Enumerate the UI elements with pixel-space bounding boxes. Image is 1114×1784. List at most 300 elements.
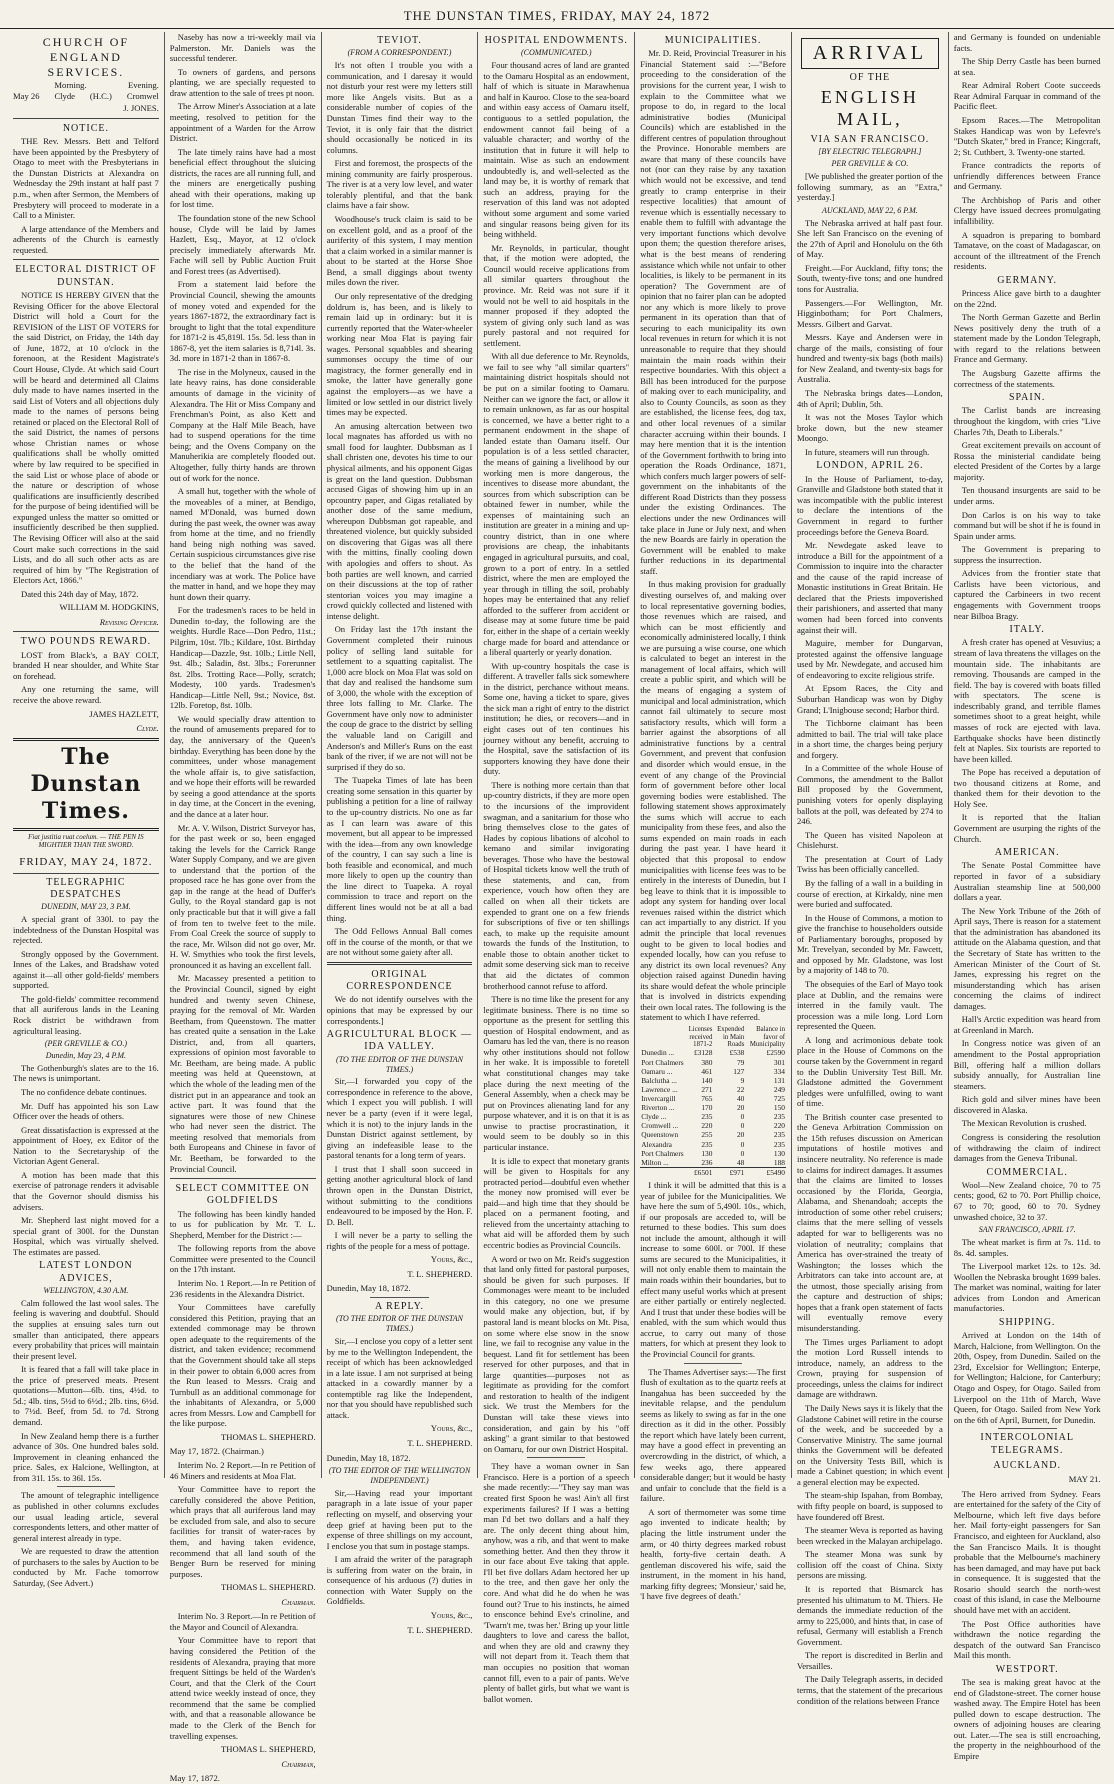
table-cell: 20 xyxy=(736,1103,745,1113)
mail-item: Rich gold and silver mines have been discovered in Alaska. xyxy=(953,1094,1101,1115)
via-line: VIA SAN FRANCISCO. xyxy=(810,134,930,146)
table-cell: Clyde ... xyxy=(641,1112,667,1122)
municipal-paragraph: In thus making provision for gradually divesting ourselves of, and making over to local representative governing bodies, those revenues which are raised, and which can be most efficiently and economically administered locally, I think we are pursuing a wise course, one which is calculated to beget an interest in the management of local affairs, which will create a public spirit, and which will be the means of engaging a system of municipal and local administration, which cannot fail ultimately to secure most satisfactory results, which will form a barrier against the absorptions of all administrative functions by a central Government, and prevent that confusion and disorder which would ensue, in the event of any change of the Provincial form of government before other local governing bodies were established. The following statement shows approximately the sums which will accrue to each municipality from these fees, and also the sums expended on main roads in each during the past year. I have heard it objected that this proposal to endow municipalities with license fees was to be entirely in the interests of Dunedin, but I beg leave to think that it is impossible to adopt any system for handing over local revenues raised within the district which can act impartially to any district. If you admit the principle that local revenues ought to be given to local bodies and expended locally, how can you refuse to any district its own local revenues? Any objection raised against Dunedin having its share would defeat the whole principle that is involved in districts expending their own local rates. The following is the statement to which I have referred. xyxy=(640,579,786,1023)
table-cell xyxy=(640,1167,685,1177)
table-cell: Queenstown xyxy=(641,1130,679,1140)
letter-paragraph: I trust that I shall soon succeed in getting another agricultural block of land thrown open in the Dunstan District, without submitting to the conditions endeavoured to be imposed by the Hon. F. D. Bell. xyxy=(326,1163,473,1227)
divider xyxy=(327,962,473,965)
letter-paragraph: I will never be a party to selling the rights of the people for a mess of pottage. xyxy=(326,1230,473,1251)
letter-paragraph: Sir,—I forwarded you copy of the correspondence in reference to the above, which I expect you will publish. I will never be a party (even if it were legal, which it is not) to the injury lands in the Dunstan District against settlement, by giving an indefeasible lease to the pastoral tenants for a long term of years. xyxy=(326,1076,473,1161)
letter-paragraph: Sir,—I enclose you copy of a letter sent by me to the Wellington Independent, the receipt of which has been acknowledged in a late issue. I am not surprised at being attacked in a cowardly manner by a contemptible rag like the Independent, nor that you should have republished such attack. xyxy=(326,1335,473,1420)
municipal-paragraph: I think it will be admitted that this is a year of jubilee for the Municipalities. We have here the sum of 5,490l. 10s., which, if our proposals are acceded to, will be returned to these bodies. This sum does not include the amount, although it will increase to some 600l. or 700l. If these sums are secured to the Municipalities, it will not only enable them to maintain the main roads within their boundaries, but to effect many useful works which at present are either partially or entirely neglected. And I trust that under these bodies will be enabled, with the sum which would thus accrue, to carry out many of those matters, for which at present they look to the Provincial Council for grants. xyxy=(640,1179,786,1359)
mail-item: Maguire, member for Dungarvan, protested against the offensive language used by Mr. Newdegate, and accused him of endeavoring to excite religious strife. xyxy=(796,638,943,680)
london-dateline: WELLINGTON, 4.30 A.M. xyxy=(43,1285,129,1295)
masthead-title: THE DUNSTAN TIMES, FRIDAY, MAY 24, 1872 xyxy=(403,8,711,23)
reward-paragraph: Any one returning the same, will receive the above reward. xyxy=(13,684,159,705)
divider xyxy=(13,259,159,260)
london-dateline: LONDON, APRIL 26. xyxy=(816,460,924,472)
table-cell: 9 xyxy=(740,1075,745,1085)
table-cell: Balclutha ... xyxy=(641,1075,677,1085)
columns xyxy=(8,32,1106,1784)
letter-closing: Yours, &c., xyxy=(430,1610,473,1621)
mail-item: In Congress notice was given of an amendment to the Postal appropriation Bill, offering half a million dollars subsidy annually, for Australian line steamers. xyxy=(953,1038,1101,1091)
table-cell: 271 xyxy=(701,1084,713,1094)
table-row xyxy=(640,1103,786,1112)
telegraph-note: [BY ELECTRIC TELEGRAPH.] xyxy=(818,147,922,157)
teviot-paragraph: Woodhouse's truck claim is said to be on excellent gold, and as a proof of the auriferity of this system, I may mention that a claim worked in a similar manner is about to be started at the Horse Shoe Bend, a small diggings about twenty miles down the river. xyxy=(326,214,473,288)
svc-date: May 26 xyxy=(13,90,40,101)
electoral-title: ELECTORAL DISTRICT OF DUNSTAN. xyxy=(15,264,157,288)
table-cell: £5490 xyxy=(745,1167,786,1177)
misc-paragraph: The Thames Advertiser says:—The first flush of exultation as to the quartz reefs at Inangahua has been succeeded by the inevitable relapse, and the pendulum seems as likely to swing as far in the one direction as it did in the other. Possibly the report which have lately been current, may have a good effect in preventing an overcrowding in the district, of which, a few weeks ago, there appeared considerable danger; but it would be hasty and unfair to conclude that the field is a failure. xyxy=(640,1366,786,1504)
mail-item: Mr. Newdegate asked leave to introduce a Bill for the appointment of a Commission to inquire into the character and the cause of the rapid increase of Monastic institutions in Great Britain. He declared that the Priests impoverished their parishioners, and asserted that many women had been forced into convents against their will. xyxy=(796,540,943,635)
local-news-item: Mr. Macassey presented a petition to the Provincial Council, signed by eight hundred and twenty seven Chinese, praying for the removal of Mr. Warden Beetham, from Queenstown. The matter has created quite a sensation in the Lake District, and, from all quarters, expressions of opinion most favorable to Mr. Beetham, are being made. A public meeting was held at Queenstown, at which the whole of the leading men of the district put in an appearance and took an active part. It was found that the signatures were those of new Chinese who had never seen the district. The meeting resolved that memorials from both Europeans and Chinese in favor of Mr. Beetham, be forwarded to the Provincial Council. xyxy=(169,973,316,1174)
letter-paragraph: Sir,—Having read your important paragraph in a late issue of your paper reflecting on myself, and observing your deep grief at having been put to the expense of three shillings on my account, I enclose you that sum in postage stamps. xyxy=(326,1487,473,1551)
teviot-paragraph: The Tuapeka Times of late has been creating some sensation in this quarter by publishing a petition for a line of railway to the up-country districts. No one as far as I can learn was aware of this movement, but all appear to be impressed with the idea—from any own knowledge of the country, I can say such a line is both feasible and economical, and much more likely to open up the country than the line direct to Tuapeka. A royal commission to trace and report on the different lines would not be at all a bad thing. xyxy=(326,775,473,923)
table-cell: 380 xyxy=(701,1057,713,1067)
table-row xyxy=(640,1094,786,1103)
goldfields-signature: THOMAS L. SHEPHERD, xyxy=(221,1744,316,1755)
teviot-title: TEVIOT. xyxy=(377,35,422,46)
notice-title: NOTICE. xyxy=(62,122,109,134)
table-cell: £538 xyxy=(729,1048,745,1058)
table-row xyxy=(640,1121,786,1130)
mail-item: Wool—New Zealand choice, 70 to 75 cents; good, 62 to 70. Port Phillip choice, 67 to 70; good, 60 to 70. Sydney unwashed choice, 32 to 37. xyxy=(953,1179,1101,1222)
letter-paragraph: I am afraid the writer of the paragraph is suffering from water on the brain, in consequence of his arduous (?) duties in connection with Water Supply on the Goldfields. xyxy=(326,1554,473,1607)
arrival-heading: ARRIVAL xyxy=(801,38,939,69)
hospital-paragraph: Mr. Reynolds, in particular, thought that, if the motion were adopted, the Council would receive applications from all similar quarters throughout the province. Mr. Reid was not sure if it would not be well to aid hospitals in the manner proposed if they adopted the system of giving only such land as was purely pastoral and not required for settlement. xyxy=(483,242,630,348)
mail-item: The Liverpool market 12s. to 12s. 3d. Woollen the Nebraska brought 1699 bales. The market was nominal, waiting for later advices from London and American manufactories. xyxy=(953,1261,1101,1314)
paper-nameplate: The Dunstan Times. xyxy=(13,738,159,831)
mail-item: Freight.—For Auckland, fifty tons; the South, twenty-five tons; and one hundred tons for Australia. xyxy=(796,262,943,294)
letter-signature: T. L. SHEPHERD. xyxy=(407,1268,473,1279)
table-row xyxy=(640,1085,786,1094)
mail-item: The Queen has visited Napoleon at Chislehurst. xyxy=(796,829,943,851)
svc-place-1: Clyde xyxy=(54,90,75,101)
goldfields-paragraph: Interim No. 2 Report.—In re Petition of 46 Miners and residents at Moa Flat. xyxy=(169,1460,316,1481)
column-5 xyxy=(635,32,792,1602)
mail-item: Princess Alice gave birth to a daughter on the 22nd. xyxy=(953,288,1101,309)
table-row xyxy=(640,1130,786,1139)
mail-item: The Ship Derry Castle has been burned at sea. xyxy=(953,56,1101,77)
american-title: AMERICAN. xyxy=(994,847,1060,859)
mail-item: The Times urges Parliament to adopt the motion Lord Russell intends to introduce, namely, an address to the Crown, praying for suspension of proceedings, unless the claims for indirect damage are withdrawn. xyxy=(796,1336,943,1400)
italy-title: ITALY. xyxy=(1009,624,1045,636)
goldfields-signature: THOMAS L. SHEPHERD. xyxy=(221,1582,316,1593)
mail-item: The Mexican Revolution is crushed. xyxy=(961,1118,1087,1129)
local-news-item: We would specially draw attention to the round of amusements prepared for to day, the anniversary of the Queen's birthday. Everything has been done by the committees, under whose management the whole affair is, to give satisfaction, and we hope their efforts will be rewarded by seeing a good attendance at the sports in day time, at the Concert in the evening, and the dance at a later hour. xyxy=(169,713,316,819)
divider xyxy=(13,118,159,119)
local-news-item: The foundation stone of the new School house, Clyde will be laid by James Hazlett, Esq., Mayor, at 12 o'clock precisely immediately afterwards Mr. Fache will sell by Public Auction Fruit and Forest trees (as Advertised). xyxy=(169,213,316,276)
mail-item: The obsequies of the Earl of Mayo took place at Dublin, and the remains were interred in the family vault. The procession was a mile long. Lord Lorn represented the Queen. xyxy=(796,979,943,1032)
mail-item: The North German Gazette and Berlin News positively deny the truth of a statement made by the London Telegraph, with regard to the relations between France and Germany. xyxy=(953,312,1101,365)
mail-item: Advices from the frontier state that Carlists have been victorious, and captured the Carbineers in two recent engagements with Government troops near Bilboa Bragy. xyxy=(953,568,1101,621)
column-3 xyxy=(322,32,479,1635)
electoral-notice: NOTICE IS HEREBY GIVEN that the Revising Officer for the above Electoral District will hold a Court for the REVISION of the LIST OF VOTERS for the said District, on Friday, the 14th day of June, 1872, at 10 o'clock in the forenoon, at the Resident Magistrate's Court House, Clyde. At which said Court will be heard and determined all Claims duly made to have names inserted in the said List of Voters and all objections duly made to the names of persons being retained or placed on the Electoral Roll of the said District, the names of persons whose Christian names or whose qualifications shall be wholly omitted where by law required to be specified in the said List or whose place of abode or the nature or description of whose qualifications are insufficiently described for the purpose of being identified will be expunged unless the matter so omitted or insufficiently described be then supplied. The Revising Officer will also at the said Court make such corrections in the said Lists, and do all such other acts as are required of him by "The Registration of Electors Act, 1866." xyxy=(13,290,159,586)
mail-item: A squadron is preparing to bombard Tamatave, on the coast of Madagascar, on account of the illtreatment of the French residents. xyxy=(953,229,1101,272)
reply-subtitle: (TO THE EDITOR OF THE DUNSTAN TIMES.) xyxy=(336,1314,463,1334)
wellington-subtitle: (TO THE EDITOR OF THE WELLINGTON INDEPENDENT.) xyxy=(328,1466,471,1485)
teviot-paragraph: It's not often I trouble you with a communication, and I daresay it would not disturb your rest were my letters still more like Angels visits. But as a considerable number of copies of the Dunstan Times find their way to the Teviot, it is only fair that the district should occasionally be noticed in its columns. xyxy=(326,60,473,155)
table-cell: Riverton ... xyxy=(641,1103,675,1113)
notice-paragraph: A large attendance of the Members and adherents of the Church is earnestly requested. xyxy=(13,223,159,255)
shipping-title: SHIPPING. xyxy=(998,1316,1056,1328)
local-news-item: For the tradesmen's races to be held in Dunedin to-day, the following are the weights. Hurdle Race—Don Pedro, 11st.; Pilgrim, 10st. 7lb.; Kildare, 10st. Birthday Handicap—Dazzle, 9st. 10lb.; Little Nell, 9st. 4lb.; Saladin, 8st. 3lbs.; Forerunner 8st. 2lbs. Trotting Race—Polly, scratch; Modesty, 100 yards. Tradesmen's Handicap—Little Nell, 9st.; Novice, 8st. 12lb. Foretop, 8st. 10lb. xyxy=(169,605,316,711)
misc-paragraph: A sort of thermometer was some time ago invented to indicate health; by placing the little instrument under the arm, or 40 thirty degrees marked robust health, forty-five certain death. A gentleman discovered his wife, said the instrument, in the moment in his hand, marking fifty degrees; 'Monsieur,' said he, 'I have five degrees of death.' xyxy=(640,1506,786,1602)
local-news-item: Naseby has now a tri-weekly mail via Palmerston. Mr. Daniels was the successful tenderer. xyxy=(169,32,316,64)
telegraph-credit: (PER GREVILLE & CO.) xyxy=(44,1039,127,1049)
table-cell: 20 xyxy=(736,1130,745,1140)
london-item: Calm followed the last wool sales. The feeling is wavering and doubtful. Should the supplies at ensuing sales turn out smaller than anticipated, there appears every probability that prices will maintain their present level. xyxy=(13,1297,159,1361)
telegraph-item: The no confidence debate continues. xyxy=(21,1086,147,1097)
hospital-paragraph: With up-country hospitals the case is different. A traveller falls sick somewhere in the district, perchance without means. Some one, having a ticket to spare, gives the sick man a right of entry to the district institution; he dies, or recovers—and in eight cases out of ten continues his journey without any benefit, accruing to the Hospital, save the satisfaction of its supporters knowing they have done their duty. xyxy=(483,660,630,777)
mail-intro: [We published the greater portion of the following summary, as an "Extra," yesterday.] xyxy=(796,171,943,203)
reward-paragraph: LOST from Black's, a BAY COLT, branded H near shoulder, and White Star on forehead. xyxy=(13,649,159,681)
evening-label: Evening. xyxy=(127,80,159,91)
mail-item: The Pope has received a deputation of two thousand citizens at Rome, and thanked them for their devotion to the Holy See. xyxy=(953,767,1101,809)
hospital-subtitle: (COMMUNICATED.) xyxy=(520,48,592,58)
table-cell: 48 xyxy=(736,1157,745,1167)
municipalities-title: MUNICIPALITIES. xyxy=(664,35,762,46)
mail-item: The steamer Weva is reported as having been wrecked in the Malayan archipelago. xyxy=(796,1525,943,1546)
local-news-item: From a statement laid before the Provincial Council, shewing the amounts of money voted and expended for the years 1867-1872, the extraordinary fact is brought to light that the total expenditure for 1871-2 is 45,819l. 15s. 5d. less than in 1867-8, yet the item salaries is 8,714l. 3s. 3d. more in 1871-2 than in 1867-8. xyxy=(169,279,316,364)
letter-date: Dunedin, May 18, 1872. xyxy=(326,1452,411,1463)
mail-item: In the House of Parliament, to-day, Granville and Gladstone both stated that it was incompatible with the public interest to declare the intentions of the Government in regard to further proceedings before the Geneva Board. xyxy=(796,473,943,537)
table-cell: 235 xyxy=(773,1130,785,1140)
hospital-paragraph: There is no time like the present for any legitimate business. There is no time so opportune as the present for settling this question of Hospital endowment, and as Oamaru has led the van, there is no reason why other institutions should not follow in her wake. It is impossible to foretell what constitutional changes may take place during the next meeting of the General Assembly, when a check may be put on Provinces alienating land for any purpose whatever, and it is on that it is as unwise to practise procrastination, it would seem to be doubly so in this particular instance. xyxy=(483,994,630,1152)
electoral-role: Revising Officer. xyxy=(99,616,159,627)
table-cell: 79 xyxy=(736,1057,745,1067)
goldfields-paragraph: Interim No. 1 Report.—In re Petition of 236 residents in the Alexandra District. xyxy=(169,1278,316,1299)
mail-item: It was not the Moses Taylor which broke down, but the new steamer Moongo. xyxy=(796,412,943,444)
column-1 xyxy=(8,32,165,1588)
mail-item: Passengers.—For Wellington, Mr. Higginbotham; for Port Chalmers, Messrs. Gilbert and Garvat. xyxy=(796,297,943,329)
table-row xyxy=(640,1048,786,1057)
masthead xyxy=(0,6,1114,29)
table-cell: 334 xyxy=(773,1066,785,1076)
table-header-cell: Licenses received 1871-2 xyxy=(688,1026,713,1048)
agri-block-title: AGRICULTURAL BLOCK — IDA VALLEY. xyxy=(326,1029,473,1053)
paper-motto: Fiat justitia ruat coelum. — THE PEN IS MIGHTIER THAN THE SWORD. xyxy=(28,832,144,850)
table-body xyxy=(640,1048,786,1167)
reply-title: A REPLY. xyxy=(374,1301,425,1313)
table-cell: Port Chalmers xyxy=(641,1057,684,1067)
electoral-date: Dated this 24th day of May, 1872. xyxy=(21,588,139,599)
table-cell: 130 xyxy=(701,1148,713,1158)
telegram-item: The Hero arrived from Sydney. Fears are entertained for the safety of the City of Melbourne, which left five days before her. Mail forty-eight passengers for San Francisco, and eighteen for Auckland, also the San Francisco Mails. It is thought probable that the Melbourne's machinery has been damaged, and may have put back in consequence. It is suggested that the Rosario should search the north-west coast of this island, in case the Melbourne should have met with an accident. xyxy=(953,1488,1101,1615)
table-header-row xyxy=(640,1026,786,1048)
svc-note: (H.C.) xyxy=(89,90,112,101)
municipal-paragraph: Mr. D. Reid, Provincial Treasurer in his Financial Statement said :—"Before proceeding to the consideration of the provisions for the current year, I wish to explain to the Committee what we propose to do, in regard to the local administrative bodies (Municipal Councils) which are established in the different centres of population throughout the Province. Honorable members are aware that many of these councils have not (nor can they raise by any taxation which would not be excessive, and tend greatly to cramp enterprise in their respective localities) that amount of revenue which is essentially necessary to enable them to fulfill with advantage the very important functions which devolve upon them; the question therefore arises, what is the best means of rendering assistance which while not unfair to other localities, is likely to be permanent in its operation? The Government are of opinion that no fairer plan can be adopted nor any which is more likely to prove permanent in its operation than that of securing to each municipality its own local revenues in return for which it is not unreasonable to require that they should maintain the main roads within their respective boundaries. With this object a Bill has been introduced for the purpose of making over to each municipality, and also to County Councils, as soon as they are established, the license fees, dog tax, and other local revenues of a similar character accruing within their bounds. I may here mention that it is the intention of the Government forthwith to bring into operation the Roads Ordinance, 1871, which confers much larger powers of self-government on the inhabitants of the different Road Districts than they possess under the existing Ordinances. The elections under the new Ordinances will take place in June or July next, and when the new Boards are fairly in operation the Government will be enabled to make further reductions in its departmental staff. xyxy=(640,48,786,576)
table-cell: Dunedin ... xyxy=(641,1048,675,1058)
table-cell: 0 xyxy=(740,1139,745,1149)
mail-item: The Nebraska arrived at half past four. She left San Francisco on the evening of the 27th of April and Honolulu on the 6th of May. xyxy=(796,217,943,260)
germany-title: GERMANY. xyxy=(997,274,1058,286)
telegraph-title: TELEGRAPHIC DESPATCHES xyxy=(46,876,126,900)
hospital-paragraph: With all due deference to Mr. Reynolds, we fail to see why "all similar quarters" maintaining district hospitals should not be put on a similar footing to Oamaru. Neither can we ignore the fact, or allow it to remain unknown, as far as our hospital is concerned, we have a better right to a permanent endowment in the shape of landed estate than Oamaru itself. Our population is of a less settled character, the means of gaining a livelihood by our working men is more dangerous, the incentives to disease more abundant, the sources from which subscription can be obtained fewer in number, while the expenses of maintaining such an institution are greater in a mining and up-country district, than in one where provisions are cheap, the inhabitants engaged in agricultural pursuits, and coal, grown to a port of entry. In a settled district, where the men are employed the year through in tilling the soil, probably hopes may be entertained that any relief afforded to the sufferer from accident or disease may at some future time be paid for, either in the shape of a certain weekly charge made for board and attendance or a liberal quarterly or yearly donation. xyxy=(483,351,630,658)
table-row xyxy=(640,1112,786,1121)
sf-dateline: SAN FRANCISCO, APRIL 17. xyxy=(978,1225,1076,1235)
table-cell: 235 xyxy=(701,1112,713,1122)
goldfields-title: SELECT COMMITTEE ON GOLDFIELDS xyxy=(175,1183,310,1207)
mail-item: At Epsom Races, the City and Suburban Handicap was won by Digby Grand; L'Inigbouse second; Harbor third. xyxy=(796,683,943,715)
divider xyxy=(170,1178,316,1179)
divider xyxy=(57,1486,115,1487)
table-cell: Milton ... xyxy=(641,1157,669,1167)
hospital-paragraph: There is nothing more certain than that up-country districts, if they are more open to the incursions of the improvident swagman, and a sanitarium for those who bring themselves close to the gates of Hades by copious libations of alcohol to kemano and similar invigorating beverages. Those who have the bestowal of Hospital tickets know well the truth of these statements, and can, from experience, vouch how often they are called on when all their tickets are expended to grant one on a few friends for subscriptions of five or ten shillings each, to make up the requisite amount towards the funds of the Institution, to enable those to obtain another ticket to admit some deserving sick man to receive that aid the dictates of common brotherhood cannot refuse to afford. xyxy=(483,779,630,991)
correspondence-note: We do not identify ourselves with the opinions that may be expressed by our correspondents.] xyxy=(326,994,473,1026)
table-cell: 188 xyxy=(773,1157,785,1167)
table-cell: Oamaru ... xyxy=(641,1066,673,1076)
mail-item: The Senate Postal Committee have reported in favor of a subsidiary Australian steamship line at 500,000 dollars a year. xyxy=(953,860,1101,903)
table-cell: Invercargill xyxy=(641,1094,676,1103)
mail-item: The Tichborne claimant has been admitted to bail. The trial will take place in a short time, the charges being perjury and forgery. xyxy=(796,718,943,760)
table-cell: 0 xyxy=(740,1112,745,1122)
goldfields-date: May 17, 1872. xyxy=(169,1773,220,1784)
mail-item: The Augsburg Gazette affirms the correctness of the statements. xyxy=(953,368,1101,389)
intercolonial-title: INTERCOLONIAL TELEGRAMS. xyxy=(980,1432,1074,1456)
local-news-item: The late timely rains have had a most beneficial effect throughout the sluicing districts, the races are all running full, and the miners are energetically pushing ahead with their operations, making up for lost time. xyxy=(169,146,316,210)
divider xyxy=(370,1297,428,1298)
hospital-paragraph: A word or two on Mr. Reid's suggestion that land only fitted for pastoral purposes, should be given for such purposes. If Commonages were meant to be included in this category, no one we presume would make any objection, but, if by pastoral land is meant blocks on Mt. Pisa, on some where else snow in the snow line, we fail to recognise any value in the bequest. Land fit for settlement has been reserved for other purposes, and that in large quantities—purposes not as legitimate as providing for the comfort and restoration to health of the indigent sick. We trust the Members for the Dunstan will take these views into consideration, and gain by his "off asking" a grant similar to that bestowed on Oamaru, for our own District Hospital. xyxy=(483,1253,630,1454)
table-row xyxy=(640,1058,786,1067)
issue-date: FRIDAY, MAY 24, 1872. xyxy=(13,854,159,874)
table-cell: 255 xyxy=(701,1130,713,1140)
table-cell: 40 xyxy=(736,1094,745,1103)
services-header xyxy=(13,80,159,91)
table-cell: 765 xyxy=(701,1094,713,1103)
table-cell: 170 xyxy=(701,1103,713,1113)
table-cell: Cromwell ... xyxy=(641,1121,679,1131)
telegraph-item: Mr. Shepherd last night moved for a special grant of 300l. for the Dunstan Hospital, which was virtually shelved. The estimates are passed. xyxy=(13,1215,159,1257)
table-header-cell: Balance in favor of Municipality xyxy=(749,1026,785,1048)
svc-place-2: Cromwel xyxy=(126,90,159,101)
reward-place: Clyde. xyxy=(136,723,159,734)
local-news-item: Mr. A. V. Wilson, District Surveyor has, for the past week or so, been engaged taking the levels for the Carrick Range Water Supply Company, and we are given to understand that the portion of the proposed race he has gone over from the gap in the range at the head of Duffer's Gully, to the Royal standard gap is not only practicable but that it will give a fall of from ten to twelve feet to the mile. From Coal Creek the source of supply to the race, Mr. Wilson did not go over, Mr. H. W. Smythies who took the first levels, pronounced it as having an excellent fall. xyxy=(169,822,316,970)
table-cell: 249 xyxy=(773,1084,785,1094)
editorial-note: We are requested to draw the attention of purchasers to the sales by Auction to be conducted by Mr. Fache tomorrow Saturday, (See Advert.) xyxy=(13,1546,159,1588)
table-cell: 301 xyxy=(773,1057,785,1067)
telegraph-dateline: Dunedin, May 23, 4 P.M. xyxy=(45,1051,127,1060)
goldfields-signature: THOMAS L. SHEPHERD. xyxy=(221,1431,316,1442)
mail-item: Hall's Arctic expedition was heard from at Greenland in March. xyxy=(953,1014,1101,1035)
table-cell: Alexandra xyxy=(641,1139,672,1149)
commercial-title: COMMERCIAL. xyxy=(986,1166,1068,1178)
table-cell: 131 xyxy=(773,1075,785,1085)
mail-item: Epsom Races.—The Metropolitan Stakes Handicap was won by Lefevre's "Dutch Skater," bred in France; Kingcraft, 2; St. Cuthbert, 3. Twenty-one started. xyxy=(953,114,1101,157)
morning-label: Morning. xyxy=(54,80,87,91)
mail-item: The Daily Telegraph asserts, in decided terms, that the statement of the precarious condition of the relations between France xyxy=(796,1674,943,1706)
goldfields-paragraph: The following has been kindly handed to us for publication by Mr. T. L. Shepherd, Member for the District :— xyxy=(169,1208,316,1240)
mail-item: The British counter case presented to the Geneva Arbitration Commission on the 15th refuses discussion on American imputations of hostile motives and insincere neutrality. No reference is made to claims for indirect damages. It assumes that the claims are limited to losses occasioned by the Florida, Georgia, Alabama, and Shenandoah; accepts the introduction of some other rebel cruisers; claims that the mere selling of vessels adapted for war to belligerents was no violation of neutrality; complains that America has over-strained the treaty of Washington; the losses which the Arbitrators can take into account are, at the utmost, those specially arising from the capture and destruction of ships; hopes that a frank open statement of facts will eventually remove every misunderstanding. xyxy=(796,1111,943,1334)
hospital-paragraph: It is idle to expect that monetary grants will be given to Hospitals for any protracted period—doubtful even whether the money now promised will ever be paid—and high time that they should be placed on a permanent footing, and relieved from the uncertainty attaching to what aid will be afforded them by such eccentric bodies as Provincial Councils. xyxy=(483,1155,630,1250)
column-6 xyxy=(792,32,949,1706)
english-mail-heading: ENGLISH MAIL, xyxy=(820,86,919,130)
mail-item: The Archbishop of Paris and other Clergy have issued decrees promulgating infallibility. xyxy=(953,194,1101,226)
reward-signature: JAMES HAZLETT, xyxy=(89,708,159,719)
column-2 xyxy=(165,32,322,1784)
mail-item: The Daily News says it is likely that the Gladstone Cabinet will retire in the course of the week, and be succeeded by a Conservative Ministry. The same journal thinks the Government will be defeated on the University Tests Bill, which is made a Cabinet question; in which event a general election may be expected. xyxy=(796,1402,943,1487)
correspondence-title: ORIGINAL CORRESPONDENCE xyxy=(346,968,453,993)
table-header-cell: Expended in Main Roads xyxy=(717,1026,745,1048)
london-advices-title: LATEST LONDON ADVICES, xyxy=(39,1260,133,1284)
table-cell: £6501 xyxy=(685,1167,714,1177)
london-item: In New Zealand hemp there is a further advance of 30s. One hundred bales sold. Improvement in cleaning enhanced the price. Sales, ex Halcione, Wellington, at from 31l. 15s. to 36l. 15s. xyxy=(13,1430,159,1483)
services-row xyxy=(13,91,159,102)
table-cell: 130 xyxy=(773,1148,785,1158)
table-cell: 236 xyxy=(701,1157,713,1167)
mail-item: It is reported that the Italian Government are usurping the rights of the Church. xyxy=(953,812,1101,844)
reward-title: TWO POUNDS REWARD. xyxy=(20,636,152,648)
table-cell: £2590 xyxy=(766,1048,785,1058)
letter-signature: T. L. SHEPHERD. xyxy=(407,1438,473,1449)
table-cell: 127 xyxy=(733,1066,745,1076)
mail-item: Rear Admiral Robert Coote succeeds Rear Admiral Farquar in command of the Pacific fleet. xyxy=(953,80,1101,112)
mail-item: The Carlist bands are increasing throughout the kingdom, with cries "Live Charles 7th, Death to Liberals." xyxy=(953,405,1101,437)
telegraph-item: The Gothenburgh's slates are to the 16. The news is unimportant. xyxy=(13,1062,159,1084)
london-item: It is feared that a fall will take place in the price of preserved meats. Present quotations—Mutton—6lb. tins, 4½d. to 5d.; 4lb. tins, 5½d to 6½d.; 2lb. tins, 6½d. to 7½d. Beef, from 5d. to 7d. Strong demand. xyxy=(13,1364,159,1427)
table-cell: 140 xyxy=(701,1075,713,1085)
local-news-item: A small hut, together with the whole of the moveables of a miner, at Bendigo, named M'Donald, was burned down during the past week, the owner was away from home at the time, and no friendly hand being nigh nothing was saved. Certain suspicious circumstances give rise to the belief that the hand of the incendiary was at work. The Police have the matter in hand, and we hope they may hunt down their quarry. xyxy=(169,486,316,602)
table-cell: 220 xyxy=(701,1121,713,1131)
mail-item: France contradicts the reports of unfriendly differences between France and Germany. xyxy=(953,160,1101,192)
spain-title: SPAIN. xyxy=(1008,392,1046,404)
mail-item: The Government is preparing to suppress the insurrection. xyxy=(953,544,1101,565)
church-services-title: CHURCH OF ENGLAND SERVICES. xyxy=(42,35,130,79)
goldfields-paragraph: Interim No. 3 Report.—In re Petition of the Mayor and Council of Alexandra. xyxy=(169,1611,316,1632)
mail-item: The presentation at Court of Lady Twiss has been officially cancelled. xyxy=(796,853,943,875)
mail-item: The New York Tribune of the 26th of April says, There is reason for a statement that the administration has abandoned its attitude on the Alabama question, and that the Secretary of State has written to the American Minister of the Court of St. James, expressing his regret on the misunderstanding which has arisen concerning the claims of indirect damages. xyxy=(953,905,1101,1011)
license-fees-table xyxy=(640,1026,786,1177)
mail-item: The steam-ship Ispahan, from Bombay, with fifty people on board, is supposed to have foundered off Brest. xyxy=(796,1490,943,1522)
table-cell: 0 xyxy=(740,1148,745,1158)
teviot-paragraph: Our only representative of the dredging doldrum is, has been, and is likely to remain laid up in ordinary: but it is currently reported that the Water-wheeler working near Moa Flat is paying fair wages. Personal squabbles and shearing summonses occupy the time of our magistracy, the former generally end in smoke, the latter have generally gone against the employers—as we have a limited or low settled in our district lively times may be expected. xyxy=(326,290,473,418)
electoral-signature: WILLIAM M. HODGKINS, xyxy=(59,602,159,613)
services-signature: J. JONES. xyxy=(123,103,159,114)
hospital-title: HOSPITAL ENDOWMENTS. xyxy=(484,35,628,46)
goldfields-paragraph: Your Committees have carefully considered this Petition, praying that an extended commonage may be thrown open adequate to the requirements of the district, and taken evidence; recommend that the Government should take all steps in their power to obtain 6,000 acres from the Run leased to Messrs. Craig and Turnbull as an additional commonage for the inhabitants of Alexandra, or 5,000 acres from Messrs. Low and Campbell for the like purpose. xyxy=(169,1302,316,1429)
mail-item: The steamer Mona was sunk by collision off the coast of China. Sixty persons are missing. xyxy=(796,1549,943,1581)
of-the-label: OF THE xyxy=(849,71,891,83)
teviot-paragraph: The Odd Fellows Annual Ball comes off in the course of the month, or that we are not without some gaiety after all. xyxy=(326,926,473,958)
credit-line: PER GREVILLE & CO. xyxy=(831,159,909,169)
mail-item: Great excitement prevails on account of Rossa the ministerial candidate being elected President of the Cortes by a large majority. xyxy=(953,440,1101,482)
table-cell: 150 xyxy=(773,1103,785,1113)
auckland-date: MAY 21. xyxy=(1068,1474,1101,1485)
telegraph-item: A motion has been made that this exercise of patronage renders it advisable that the Governor should dismiss his advisers. xyxy=(13,1169,159,1212)
table-cell: 22 xyxy=(736,1084,745,1094)
mail-item: A fresh crater has opened at Vesuvius; a stream of lava threatens the villages on the mountain side. The inhabitants are removing. Thousands are camped in the field. The bay is covered with boats filled with spectators. The scene is indescribably grand, and terrible flames sometimes shoot to a great height, while masses of rock are ejected with lava. Earthquake shocks have been distinctly felt at Naples. Six tourists are reported to have been killed. xyxy=(953,637,1101,764)
mail-item: By the falling of a wall in a building in course of erection, at Kirkaldy, nine men were buried and suffocated. xyxy=(796,877,943,910)
table-cell: 235 xyxy=(701,1139,713,1149)
table-cell: 235 xyxy=(773,1139,785,1149)
letter-date: Dunedin, May 18, 1872. xyxy=(326,1283,411,1294)
goldfields-paragraph: The following reports from the above Committee were presented to the Council on the 17th instant. xyxy=(169,1243,316,1275)
divider xyxy=(998,1428,1057,1429)
teviot-subtitle: (FROM A CORRESPONDENT.) xyxy=(347,48,452,58)
mail-item: and Germany is founded on undeniable facts. xyxy=(953,32,1101,53)
table-header-cell xyxy=(640,1026,685,1048)
teviot-paragraph: An amusing altercation between two local magnates has afforded us with no small food for laughter. Dubbsman as I shall christen one, devotes his time to our physical ailments, and his opponent Gigas is great on the land question. Dubbsman accused Gigas of showing him up in an opcountry paper, and Gigas retaliated by another dose of the same medium, whereupon Dubbsman got rapeable, and threatened violence, but quickly subsided on discovering that Gigas was all there with the mittins, finally cooling down with apologies and offers to shout. As both parties are well known, and carried on their discussions at the top of rather stentorian voices you may imagine a crowd quickly collected and listened with intense delight. xyxy=(326,420,473,621)
mail-item: A long and acrimonious debate took place in the House of Commons on the course taken by the Government in regard to the Dublin University Test Bill. Mr. Gladstone admitted the Government pledges were unfulfilled, owing to want of time. xyxy=(796,1034,943,1109)
table-cell: 235 xyxy=(773,1112,785,1122)
divider xyxy=(684,1363,742,1364)
telegraph-item: Great dissatisfaction is expressed at the appointment of Hoey, ex Editor of the Nation to the Secretaryship of the Victorian Agent General. xyxy=(13,1124,159,1167)
table-row xyxy=(640,1158,786,1168)
table-cell: £3128 xyxy=(693,1048,713,1058)
mail-item: In a Committee of the whole House of Commons, the amendment to the Ballot Bill proposed by the Government, punishing voters for openly displaying ballots at the poll, was defeated by 274 to 246. xyxy=(796,763,943,827)
mail-item: It is reported that Bismarck has presented his ultimatum to M. Thiers. He demands the immediate reduction of the army to 225,000, and hints that, in case of refusal, Germany will establish a French Government. xyxy=(796,1583,943,1647)
mail-item: Congress is considering the resolution of withdrawing the claim of indirect damages from the Geneva Tribunal. xyxy=(953,1131,1101,1164)
editorial-note: The amount of telegraphic intelligence as published in other columns excludes our usual leading article, several correspondents letters, and other matter of general interest already in type. xyxy=(13,1490,159,1543)
letter-signature: T. L. SHEPHERD. xyxy=(407,1624,473,1635)
local-news-item: The Arrow Miner's Association at a late meeting, resolved to petition for the appointment of a Warden for the Arrow District. xyxy=(169,101,316,144)
table-row xyxy=(640,1140,786,1149)
hospital-paragraph: Four thousand acres of land are granted to the Oamaru Hospital as an endowment, half of which is situate in Marawhenua and half in Kauroo. Close to the sea-board and within easy access of Oamaru itself, contiguous to a settled population, the endowment cannot fail being of a valuable character; and worthy of the institution that in future it will help to maintain. Wise as such an endowment undoubtedly is, and well-selected as the land may be, it is worthy of remark that such an address, praying for the reservation of this land was not adopted without some argument and some varied and singular reasons being given for its being withheld. xyxy=(483,60,630,240)
mail-item: In future, steamers will run through. xyxy=(804,446,930,457)
mail-item: Don Carlos is on his way to take command but will be shot if he is found in Spain under arms. xyxy=(953,509,1101,541)
table-cell: £971 xyxy=(713,1167,745,1177)
table-total-row xyxy=(640,1167,786,1177)
telegraph-item: Strongly opposed by the Government. Innes of the Lakes, and Bradshaw voted against it—all other gold-fields' members supported. xyxy=(13,948,159,991)
table-row xyxy=(640,1067,786,1076)
misc-paragraph: They have a woman owner in San Francisco. Here is a portion of a speech she made recently:—"They say man was created first Spoon he was! Ain't all first experiments failures? If I was a betting man I'd bet two dollars and a half they are. The only decent thing about him, anyhow, was a rib, and that went to make something better. And then they throw it in our face about Eve taking that apple. I'll bet five dollars Adam hectored her up to the tree, and then gave her only the core. And what did he do when he was found out? True to his instincts, he aimed to ensconce behind Eve's crinoline, and 'Twarn't me, twas her.' Bring up your little daughters to love and caress the ballot, and when they are old and crawny they will not depart from it. Teach them that man occupies no position that woman cannot fill, even to a pair of pants. We've plenty of ballet girls, but what we want is ballot women. xyxy=(483,1461,630,1704)
local-news-item: The rise in the Molyneux, caused in the late heavy rains, has done considerable amounts of damage in the vicinity of Alexandra. The Hit or Miss Company and Frenchman's Point, as also Kett and Company at the Half Mile Beach, have had to suspend operations for the time being; and the Ovens Company on the Manuherikia are completely flooded out. Altogether, fully thirty hands are thrown out of work for the nonce. xyxy=(169,366,316,483)
goldfields-date: May 17, 1872. (Chairman.) xyxy=(169,1446,264,1457)
mail-item: Ten thousand insurgents are said to be under arms. xyxy=(953,485,1101,506)
mail-dateline: AUCKLAND, MAY 22, 6 P.M. xyxy=(821,205,918,215)
notice-paragraph: THE Rev. Messrs. Bett and Telford have been appointed by the Presbytery of Otago to meet with the Presbyterians in the Dunstan Districts at Alexandra on Wednesday the 29th instant at half past 7 p.m., when after Sermon, the Members of Presbytery will proceed to moderate in a Call to a Minister. xyxy=(13,136,159,221)
agri-block-subtitle: (TO THE EDITOR OF THE DUNSTAN TIMES.) xyxy=(336,1054,463,1074)
telegraph-item: Mr. Duff has appointed his son Law Officer over the heads of others. xyxy=(13,1100,159,1122)
table-cell: 220 xyxy=(773,1121,785,1131)
goldfields-role: Chairman. xyxy=(281,1596,316,1607)
teviot-paragraph: First and foremost, the prospects of the mining community are fairly prosperous. The river is at a very low level, and water tolerably plentiful, and that the bank claims have a fair show. xyxy=(326,158,473,211)
telegraph-dateline: DUNEDIN, MAY 23, 3 P.M. xyxy=(41,902,131,912)
mail-item: The report is discredited in Berlin and Versailles. xyxy=(796,1650,943,1671)
westport-title: WESTPORT. xyxy=(995,1663,1059,1675)
goldfields-paragraph: Your Committee have to report that having considered the Petition of the residents of Alexandra, praying that more frequent Sittings be held of the Warden's Court, and that the Clerk of the Court attend twice weekly instead of once, they recommend that the same be complied with, and that a reasonable allowance be made to the Clerk of the Bench for travelling expenses. xyxy=(169,1635,316,1741)
telegraph-item: The gold-fields' committee recommend that all auriferous lands in the Leaning Rock district be withdrawn from agricultural leasing. xyxy=(13,993,159,1036)
table-cell: Lawrence ... xyxy=(641,1084,678,1094)
letter-closing: Yours, &c., xyxy=(430,1423,473,1434)
telegraph-item: A special grant of 330l. to pay the indebtedness of the Dunstan Hospital was rejected. xyxy=(13,913,159,946)
mail-item: The wheat market is firm at 7s. 11d. to 8s. 4d. samples. xyxy=(953,1237,1101,1258)
column-7 xyxy=(949,32,1106,1761)
mail-item: Arrived at London on the 14th of March, Halcione, from Wellington. On the 20th, Ospey, from Dunedin. Sailed on the 23rd, Excelsior for Wellington; Enterpe, for Wellington; Halcione, for Canterbury; Otago and Ospey, for Otago. Sailed from Liverpool on the 11th of March, Wave Queen, for Otago. Sailed from New York on the 6th of April, Burnett, for Dunedin. xyxy=(953,1330,1101,1425)
goldfields-role: Chairman, xyxy=(281,1758,316,1769)
telegram-item: The Post Office authorities have withdrawn the notice regarding the despatch of the outward San Francisco Mail this month. xyxy=(953,1618,1101,1661)
table-cell: Port Chalmers xyxy=(641,1148,684,1158)
table-row xyxy=(640,1076,786,1085)
telegram-item: The sea is making great havoc at the end of Gladstone-street. The corner house washed away. The Empire Hotel has been pulled down to escape destruction. The owners of adjoining houses are clearing out. Later.—The sea is still encroaching, the property in the neighbourhood of the Empire xyxy=(953,1677,1101,1761)
mail-item: Messrs. Kaye and Andersen were in charge of the mails, consisting of four hundred and twenty-six bags (both mails) for New Zealand, and twenty-six bags for Australia. xyxy=(796,332,943,385)
table-cell: 461 xyxy=(701,1066,713,1076)
goldfields-paragraph: Your Committee have to report the carefully considered the above Petition, which prays that all auriferous land may be excluded from sale, and also to secure facilities for transit of water-races by them, and having taken evidence, recommend that all land south of the Benger Burn be reserved for mining purposes. xyxy=(169,1484,316,1579)
table-cell: 725 xyxy=(773,1094,785,1103)
divider xyxy=(13,631,159,632)
table-row xyxy=(640,1149,786,1158)
table-cell: 0 xyxy=(740,1121,745,1131)
divider xyxy=(527,1457,585,1458)
teviot-paragraph: On Friday last the 17th instant the Government completed their ruinous policy of selling land suitable for settlement to a squatting capitalist. The 1,000 acre block on Moa Flat was sold on that day and realised the handsome sum of 3,000, the whole with the exception of three lots falling to Mr. Clarke. The Government have only now to administer the coup de grace to the district by selling the valuable land on Carigill and Anderson's and Miller's Runs on the east bank of the river, if we are not will not be surprised if they do so. xyxy=(326,624,473,772)
local-news-item: To owners of gardens, and persons planting, we are specially requested to draw attention to the sale of trees pt noon. xyxy=(169,66,316,98)
auckland-title: AUCKLAND. xyxy=(993,1459,1061,1471)
mail-item: In the House of Commons, a motion to give the franchise to householders outside of Parliamentary boroughs, proposed by Mr. Trevelyan, seconded by Mr. Fawcett, and opposed by Mr. Gladstone, was lost by a majority of 148 to 70. xyxy=(796,912,943,976)
mail-item: The Nebraska brings dates—London, 4th of April; Dublin, 5th. xyxy=(796,388,943,409)
column-4 xyxy=(478,32,635,1704)
letter-closing: Yours, &c., xyxy=(430,1254,473,1265)
